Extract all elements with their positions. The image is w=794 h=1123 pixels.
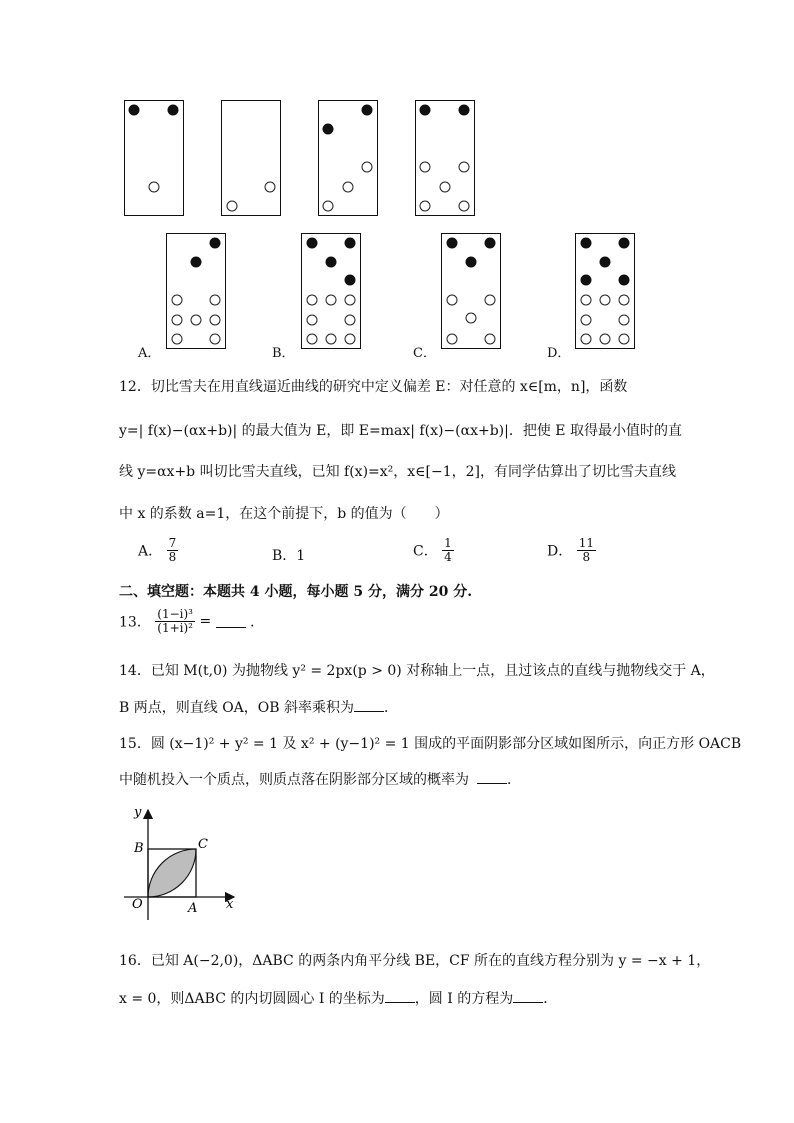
q13-label: 13． bbox=[119, 614, 151, 631]
q16-center-blank[interactable] bbox=[385, 990, 415, 1003]
hollow-dot bbox=[459, 201, 470, 212]
hollow-dot bbox=[323, 201, 334, 212]
fraction-denominator: 8 bbox=[582, 550, 591, 564]
sequence-card-4 bbox=[415, 100, 475, 216]
hollow-dot bbox=[362, 162, 373, 173]
q12-option-c-label: C． bbox=[413, 543, 438, 560]
q16-equation-blank[interactable] bbox=[513, 990, 543, 1003]
q15-figure bbox=[118, 800, 248, 925]
filled-dot bbox=[129, 105, 140, 116]
filled-dot bbox=[581, 275, 592, 286]
option-card-c bbox=[441, 233, 501, 349]
q11-option-a-label: A． bbox=[138, 346, 161, 361]
hollow-dot bbox=[440, 182, 451, 193]
hollow-dot bbox=[619, 315, 630, 326]
q14-end: ． bbox=[384, 700, 398, 716]
fraction-denominator: 8 bbox=[168, 550, 177, 564]
filled-dot bbox=[600, 257, 611, 268]
filled-dot bbox=[459, 105, 470, 116]
hollow-dot bbox=[447, 334, 458, 345]
filled-dot bbox=[345, 238, 356, 249]
fraction-denominator: 4 bbox=[444, 550, 452, 564]
filled-dot bbox=[345, 275, 356, 286]
hollow-dot bbox=[600, 334, 611, 345]
point-a-label: A bbox=[188, 901, 198, 916]
hollow-dot bbox=[172, 295, 183, 306]
origin-label: O bbox=[132, 897, 143, 912]
q13-equals: = bbox=[199, 613, 212, 630]
q13 bbox=[119, 608, 264, 635]
filled-dot bbox=[420, 105, 431, 116]
q15-end: ． bbox=[507, 772, 521, 788]
hollow-dot bbox=[307, 295, 318, 306]
q12-option-d bbox=[547, 537, 596, 564]
hollow-dot bbox=[149, 182, 160, 193]
hollow-dot bbox=[307, 315, 318, 326]
q16-line-2 bbox=[119, 988, 557, 1008]
hollow-dot bbox=[345, 315, 356, 326]
q15-text: 中随机投入一个质点，则质点落在阴影部分区域的概率为 bbox=[119, 772, 469, 788]
sequence-card-1 bbox=[124, 100, 184, 216]
fraction-denominator: (1+i)² bbox=[157, 621, 193, 635]
q14-line-2 bbox=[119, 697, 398, 717]
fraction-numerator: 7 bbox=[168, 536, 177, 550]
q11-option-c-label: C． bbox=[413, 346, 436, 361]
hollow-dot bbox=[600, 295, 611, 306]
q12-line-4: 中 x 的系数 a=1，在这个前提下，b 的值为（ ） bbox=[119, 506, 449, 522]
hollow-dot bbox=[191, 315, 202, 326]
q12-option-c-fraction bbox=[442, 537, 454, 564]
hollow-dot bbox=[307, 334, 318, 345]
q12-option-d-fraction bbox=[577, 537, 596, 564]
hollow-dot bbox=[619, 334, 630, 345]
q16-text-1: x = 0，则ΔABC 的内切圆圆心 I 的坐标为 bbox=[119, 991, 385, 1007]
q12-option-b: B．1 bbox=[272, 548, 306, 564]
point-c-label: C bbox=[198, 837, 208, 852]
hollow-dot bbox=[345, 334, 356, 345]
q14-answer-blank[interactable] bbox=[354, 699, 384, 712]
hollow-dot bbox=[326, 334, 337, 345]
hollow-dot bbox=[343, 182, 354, 193]
filled-dot bbox=[210, 238, 221, 249]
filled-dot bbox=[485, 238, 496, 249]
sequence-card-3 bbox=[318, 100, 378, 216]
section-2-title: 二、填空题：本题共 4 小题，每小题 5 分，满分 20 分. bbox=[119, 584, 473, 600]
hollow-dot bbox=[210, 334, 221, 345]
hollow-dot bbox=[466, 313, 477, 324]
q12-line-2: y=| f(x)−(αx+b)| 的最大值为 E，即 E=max| f(x)−(αx+b)|．把使 E 取得最小值时的直 bbox=[119, 423, 682, 439]
filled-dot bbox=[191, 257, 202, 268]
hollow-dot bbox=[581, 334, 592, 345]
hollow-dot bbox=[265, 182, 276, 193]
filled-dot bbox=[619, 275, 630, 286]
hollow-dot bbox=[485, 334, 496, 345]
hollow-dot bbox=[345, 295, 356, 306]
hollow-dot bbox=[172, 334, 183, 345]
y-axis-label: y bbox=[134, 805, 142, 820]
option-card-a bbox=[166, 233, 226, 349]
q16-end: ． bbox=[543, 991, 558, 1007]
q14-text: B 两点，则直线 OA，OB 斜率乘积为 bbox=[119, 700, 354, 716]
q12-line-3: 线 y=αx+b 叫切比雪夫直线，已知 f(x)=x²，x∈[−1，2]，有同学估算出了切比雪夫直线 bbox=[119, 464, 676, 480]
option-card-d bbox=[575, 233, 635, 349]
fraction-numerator: (1−i)³ bbox=[157, 607, 193, 621]
q16-text-2: ，圆 I 的方程为 bbox=[414, 991, 514, 1007]
hollow-dot bbox=[172, 315, 183, 326]
q15-answer-blank[interactable] bbox=[477, 771, 507, 784]
fraction-numerator: 1 bbox=[444, 536, 452, 550]
hollow-dot bbox=[210, 315, 221, 326]
hollow-dot bbox=[326, 295, 337, 306]
q15-line-2 bbox=[119, 769, 521, 789]
q12-option-c bbox=[413, 537, 454, 564]
filled-dot bbox=[447, 238, 458, 249]
option-card-b bbox=[301, 233, 361, 349]
q13-fraction bbox=[155, 608, 195, 635]
hollow-dot bbox=[485, 295, 496, 306]
shaded-lens-region bbox=[148, 849, 196, 897]
hollow-dot bbox=[459, 162, 470, 173]
filled-dot bbox=[466, 257, 477, 268]
hollow-dot bbox=[447, 295, 458, 306]
q12-option-d-label: D． bbox=[547, 543, 573, 560]
point-b-label: B bbox=[134, 841, 144, 856]
filled-dot bbox=[168, 105, 179, 116]
filled-dot bbox=[581, 238, 592, 249]
hollow-dot bbox=[227, 201, 238, 212]
sequence-card-2 bbox=[221, 100, 281, 216]
q12-option-a-fraction bbox=[167, 537, 179, 564]
q12-option-a bbox=[138, 537, 178, 564]
hollow-dot bbox=[420, 162, 431, 173]
hollow-dot bbox=[210, 295, 221, 306]
q11-option-b-label: B． bbox=[272, 346, 295, 361]
filled-dot bbox=[326, 257, 337, 268]
q13-answer-blank[interactable] bbox=[216, 615, 246, 628]
hollow-dot bbox=[420, 201, 431, 212]
q12-option-a-label: A． bbox=[138, 543, 163, 560]
x-axis-label: x bbox=[226, 897, 234, 912]
q16-line-1: 16．已知 A(−2,0)，ΔABC 的两条内角平分线 BE，CF 所在的直线方程分别为 y = −x + 1， bbox=[119, 953, 711, 969]
filled-dot bbox=[362, 105, 373, 116]
hollow-dot bbox=[581, 315, 592, 326]
filled-dot bbox=[307, 238, 318, 249]
fraction-numerator: 11 bbox=[578, 536, 594, 550]
q14-line-1: 14．已知 M(t,0) 为抛物线 y² = 2px(p > 0) 对称轴上一点，且过该点的直线与抛物线交于 A， bbox=[119, 663, 715, 679]
hollow-dot bbox=[581, 295, 592, 306]
filled-dot bbox=[619, 238, 630, 249]
hollow-dot bbox=[619, 295, 630, 306]
q15-line-1: 15．圆 (x−1)² + y² = 1 及 x² + (y−1)² = 1 围成的平面阴影部分区域如图所示，向正方形 OACB bbox=[119, 736, 742, 752]
filled-dot bbox=[323, 124, 334, 135]
q11-option-d-label: D． bbox=[547, 346, 571, 361]
q13-end: ． bbox=[250, 614, 265, 631]
q12-line-1: 12．切比雪夫在用直线逼近曲线的研究中定义偏差 E：对任意的 x∈[m，n]，函数 bbox=[119, 379, 628, 395]
